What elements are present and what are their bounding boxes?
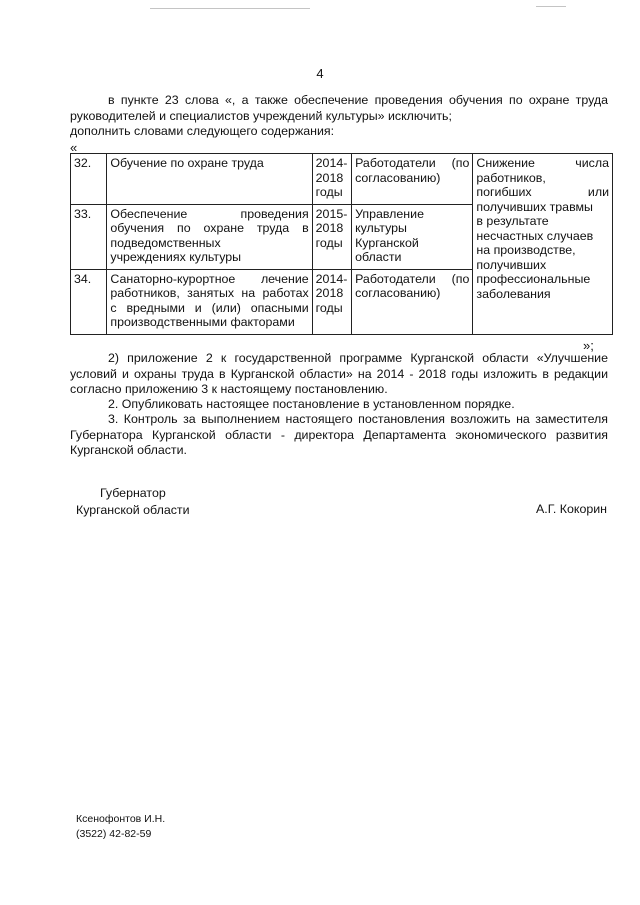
paragraph-publish: 2. Опубликовать настоящее постановление в установленном порядке. [108, 397, 515, 411]
result-line: работников, [476, 170, 546, 185]
result-line: на производстве, [476, 243, 576, 257]
measure-name-line: с вредными и (или) опасными [110, 300, 309, 315]
result-line: профессиональные [476, 272, 591, 286]
result-line: получивших травмы [476, 199, 593, 214]
executor-line: Курганской [355, 235, 419, 250]
paragraph-intro-line1: в пункте 23 слова «, а также обеспечение проведения обучения по охране труда руководителей и специалистов учреждений культуры» исключить; [70, 93, 608, 123]
executor-line: Работодатели (по [355, 271, 470, 286]
measure-executor [352, 154, 473, 205]
measure-name-line: Санаторно-курортное лечение [110, 271, 309, 286]
row-number: 34. [71, 269, 107, 334]
signature-title [76, 485, 190, 519]
result-line: заболевания [476, 286, 551, 301]
executor-line: культуры [355, 221, 407, 235]
years-line: годы [315, 235, 343, 250]
result-line: в результате [476, 214, 549, 228]
scan-noise [536, 6, 566, 7]
years-line: 2015- [315, 206, 348, 221]
result-line: несчастных случаев [476, 228, 594, 243]
years-line: 2018 [315, 221, 344, 235]
quote-open: « [70, 140, 78, 155]
expected-result [473, 154, 613, 335]
years-line: 2018 [315, 286, 344, 300]
executor-line: области [355, 250, 402, 264]
row-number: 32. [71, 154, 107, 205]
years-line: 2014- [315, 271, 348, 286]
measure-executor [352, 204, 473, 269]
measure-name-line: Обеспечение проведения [110, 206, 309, 221]
measure-name [107, 204, 312, 269]
measures-table [70, 153, 613, 335]
measure-name [107, 269, 312, 334]
paragraph-appendix-change: 2) приложение 2 к государственной программе Курганской области «Улучшение условий и охраны труда в Курганской области» на 2014 - 2018 годы изложить в редакции согласно приложению 3 к настоящему постановлению. [70, 351, 608, 396]
page-number: 4 [316, 66, 324, 81]
measure-executor [352, 269, 473, 334]
years-line: годы [315, 300, 343, 315]
paragraph-intro [70, 93, 608, 140]
signature-title-line1: Губернатор [100, 486, 166, 500]
result-line: погибших или [476, 185, 609, 199]
footer-phone: (3522) 42-82-59 [76, 828, 152, 840]
measure-name-line: работников, занятых на работах [110, 286, 309, 300]
measure-name-line: учреждениях культуры [110, 250, 242, 264]
years-line: 2018 [315, 170, 344, 185]
measure-name [107, 154, 312, 205]
measure-name-line: Обучение по охране труда [110, 156, 264, 170]
executor-line: согласованию) [355, 286, 441, 300]
measure-name-line: обучения по охране труда в [110, 221, 309, 235]
scan-noise [150, 8, 310, 9]
result-line: получивших [476, 257, 547, 272]
footer-author: Ксенофонтов И.Н. [76, 813, 166, 825]
paragraph-control: 3. Контроль за выполнением настоящего постановления возложить на заместителя Губернатора Курганской области - директора Департамента экономического развития Курганской области. [70, 412, 608, 457]
quote-close: »; [583, 338, 594, 353]
signature-name: А.Г. Кокорин [536, 502, 608, 516]
executor-line: согласованию) [355, 170, 441, 185]
years-line: годы [315, 185, 343, 199]
table-row [71, 154, 613, 205]
measure-years [312, 269, 351, 334]
row-number: 33. [71, 204, 107, 269]
measure-name-line: производственными факторами [110, 315, 295, 329]
executor-line: Управление [355, 206, 424, 221]
executor-line: Работодатели (по [355, 156, 470, 170]
measure-years [312, 154, 351, 205]
measure-name-line: подведомственных [110, 235, 221, 250]
paragraph-intro-line2: дополнить словами следующего содержания: [70, 124, 335, 138]
result-line: Снижение числа [476, 156, 609, 170]
signature-title-line2: Курганской области [76, 503, 190, 517]
years-line: 2014- [315, 156, 348, 170]
footer-contact [76, 812, 165, 842]
measure-years [312, 204, 351, 269]
